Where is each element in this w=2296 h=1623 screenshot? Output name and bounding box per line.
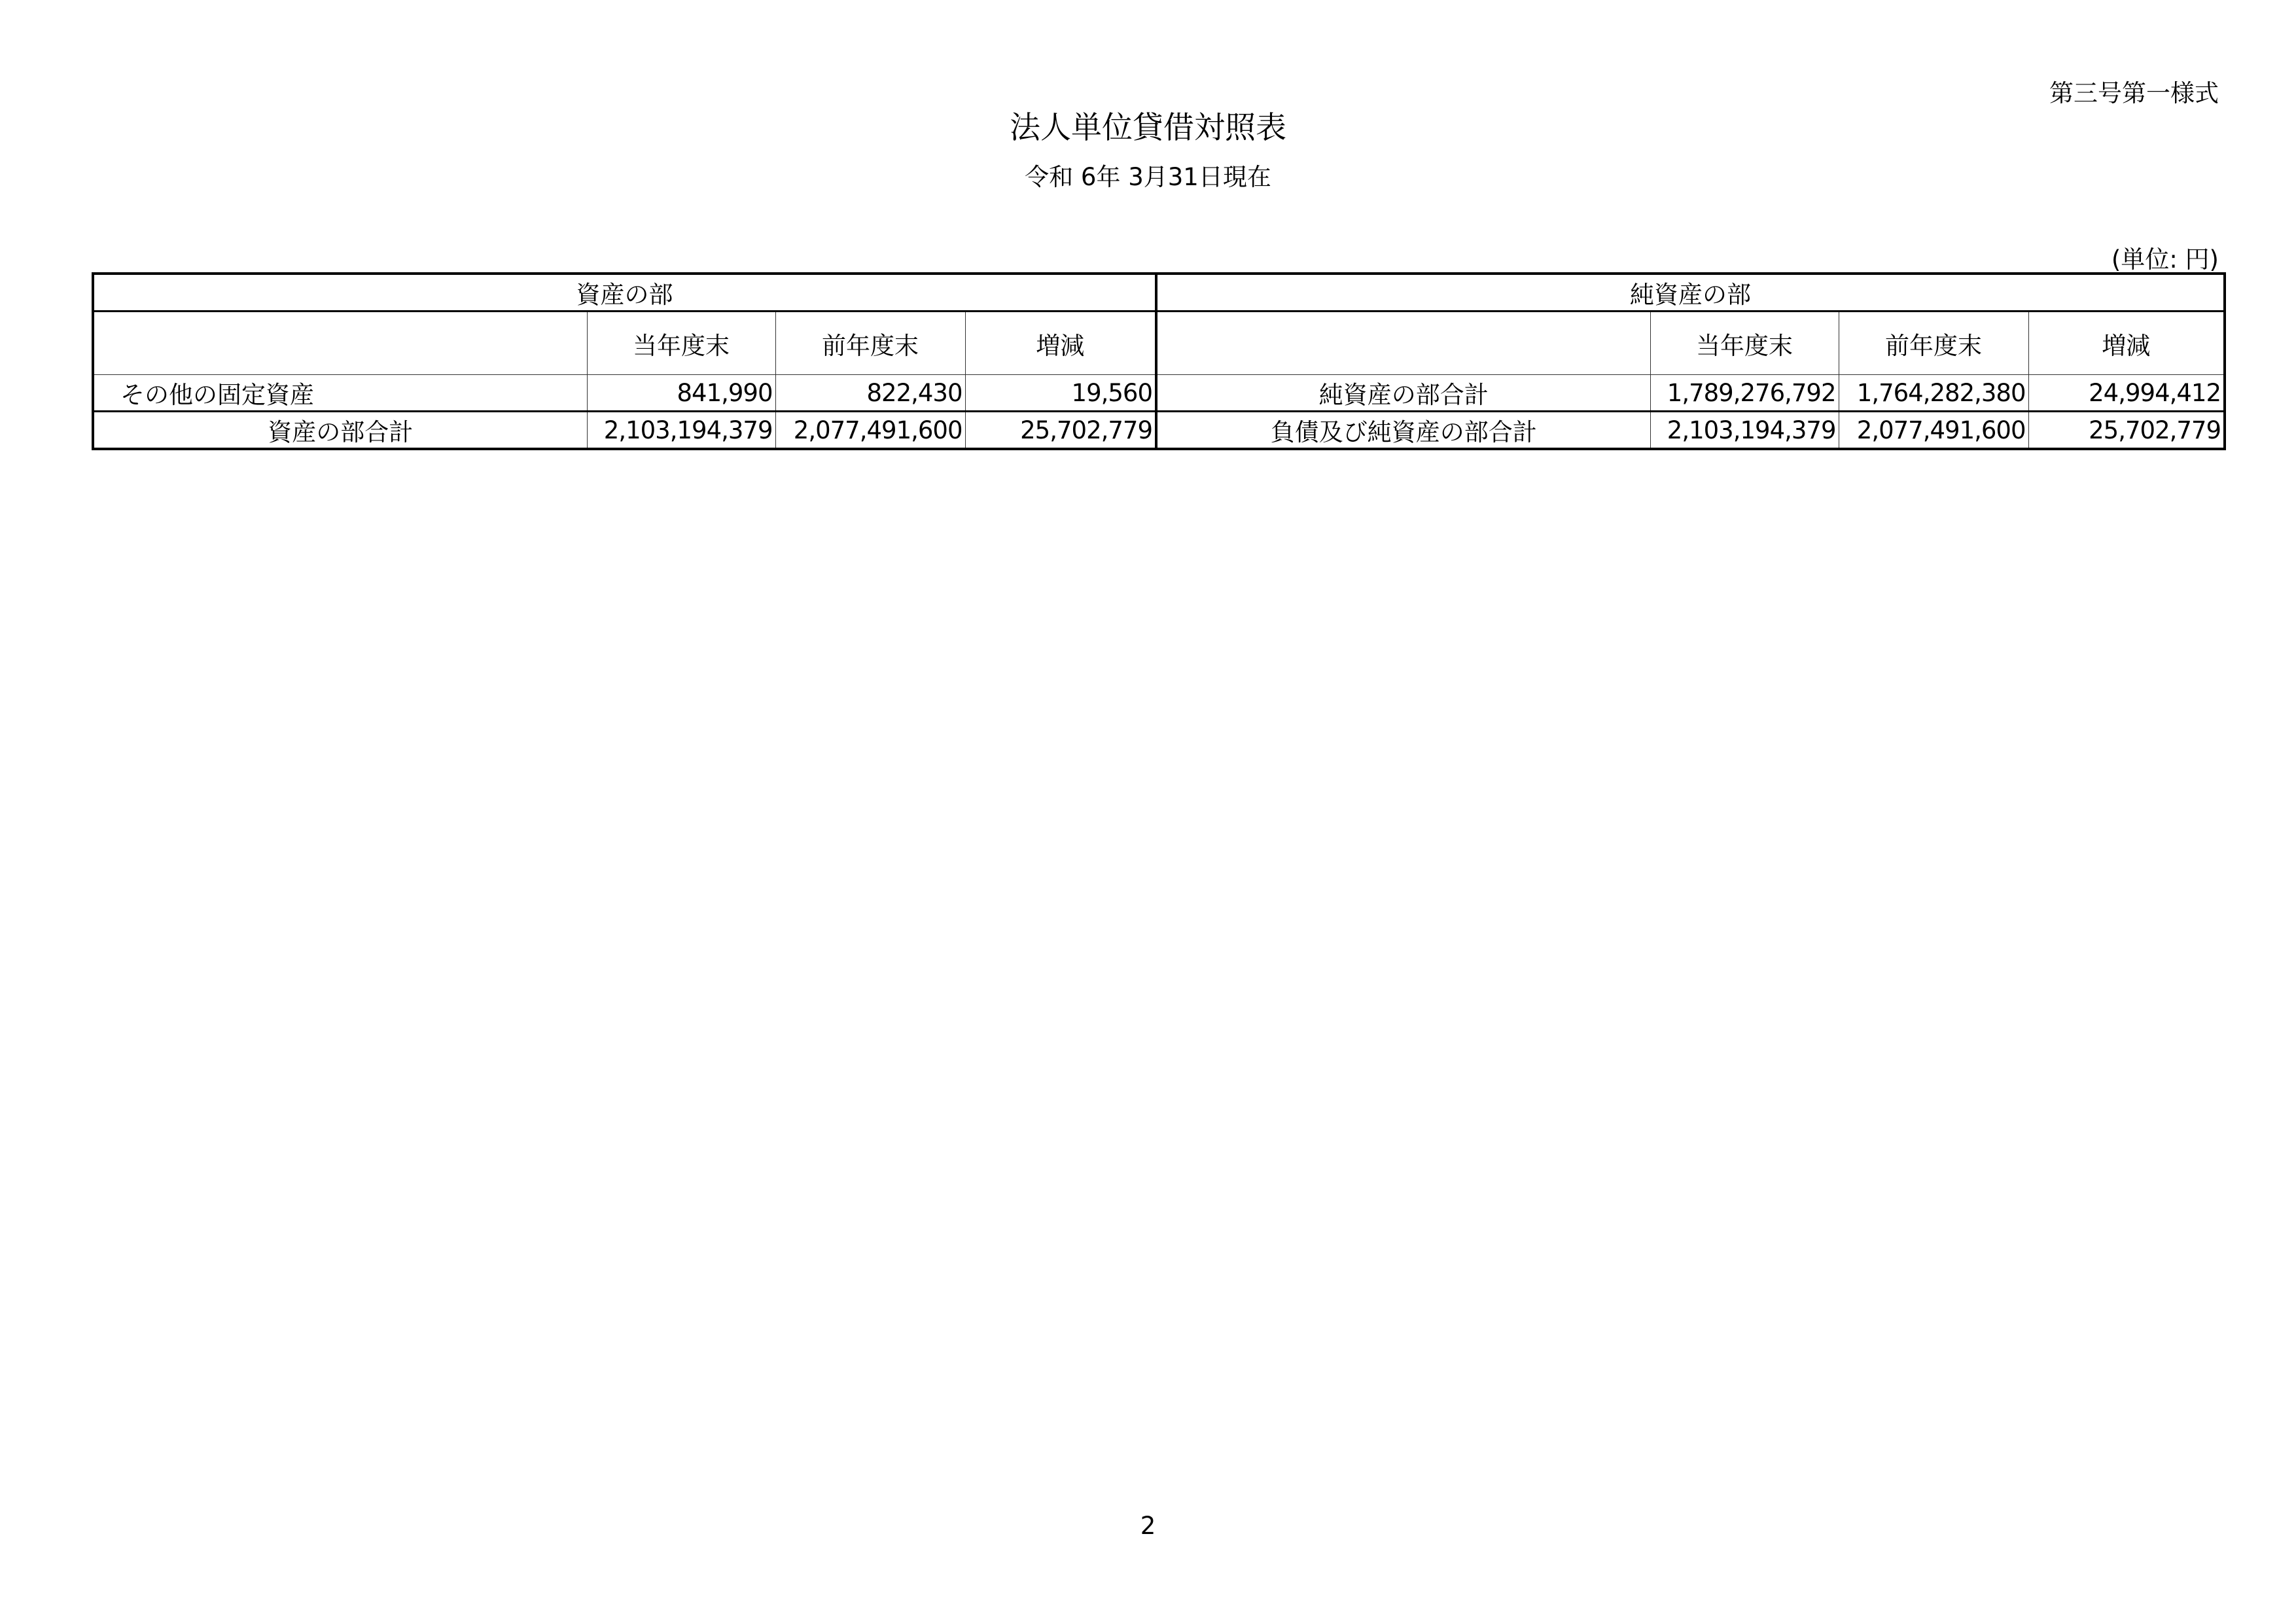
column-header-change: 増減	[2028, 312, 2225, 375]
row-label: 純資産の部合計	[1156, 375, 1650, 412]
row-label: 資産の部合計	[93, 412, 587, 450]
change-value: 25,702,779	[2028, 412, 2225, 450]
previous-value: 2,077,491,600	[1839, 412, 2028, 450]
current-value: 841,990	[587, 375, 775, 412]
change-value: 25,702,779	[965, 412, 1156, 450]
row-label: 負債及び純資産の部合計	[1156, 412, 1650, 450]
row-label: その他の固定資産	[93, 375, 587, 412]
current-value: 2,103,194,379	[587, 412, 775, 450]
column-header-blank	[1156, 312, 1650, 375]
column-header-current: 当年度末	[1650, 312, 1839, 375]
column-header-row	[93, 312, 2225, 375]
column-header-blank	[93, 312, 587, 375]
form-number: 第三号第一様式	[2049, 79, 2219, 107]
column-header-previous: 前年度末	[775, 312, 965, 375]
section-header-row	[93, 274, 2225, 312]
document-title: 法人単位貸借対照表	[1010, 110, 1286, 146]
table-row	[93, 375, 2225, 412]
previous-value: 2,077,491,600	[775, 412, 965, 450]
document-date: 令和 6年 3月31日現在	[1025, 163, 1271, 191]
balance-sheet-table	[92, 272, 2226, 450]
current-value: 2,103,194,379	[1650, 412, 1839, 450]
change-value: 24,994,412	[2028, 375, 2225, 412]
current-value: 1,789,276,792	[1650, 375, 1839, 412]
column-header-current: 当年度末	[587, 312, 775, 375]
column-header-previous: 前年度末	[1839, 312, 2028, 375]
table-row	[93, 412, 2225, 450]
previous-value: 1,764,282,380	[1839, 375, 2028, 412]
assets-section-header: 資産の部	[93, 274, 1156, 312]
change-value: 19,560	[965, 375, 1156, 412]
unit-label: (単位: 円)	[2111, 245, 2219, 274]
net-assets-section-header: 純資産の部	[1156, 274, 2225, 312]
page-number: 2	[1140, 1512, 1156, 1540]
column-header-change: 増減	[965, 312, 1156, 375]
previous-value: 822,430	[775, 375, 965, 412]
